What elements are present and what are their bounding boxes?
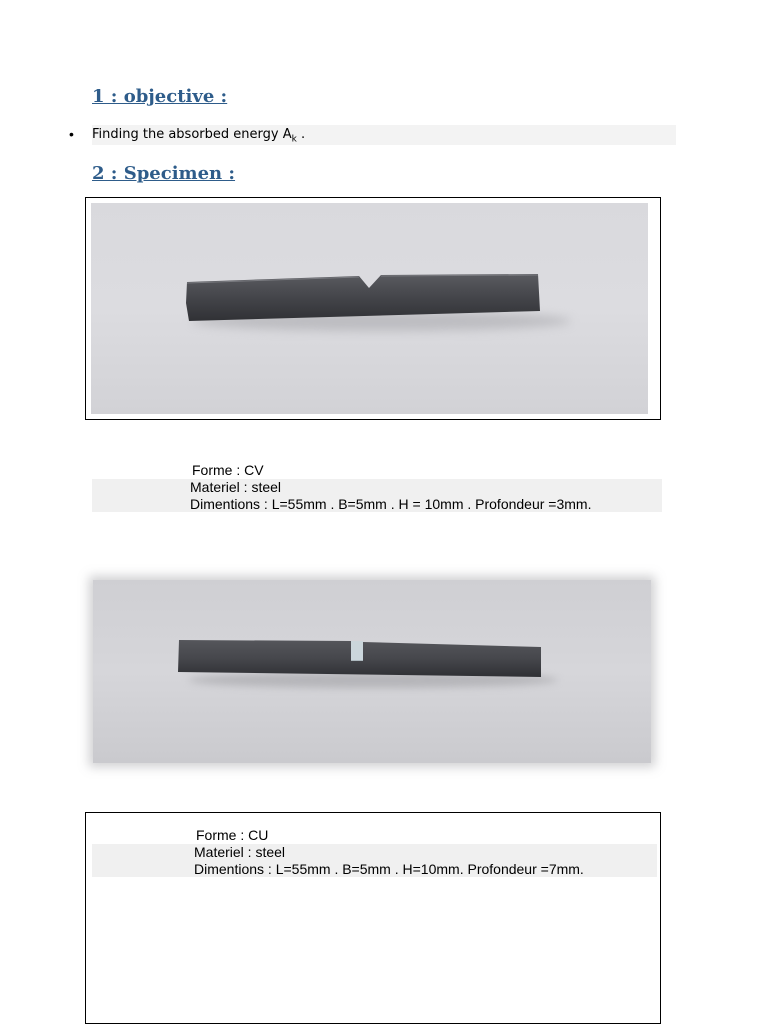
materiel-label: Materiel : steel <box>190 479 282 495</box>
specimen-cu-details <box>92 827 657 879</box>
cu-notch-bar-image <box>93 580 651 763</box>
objective-text <box>92 127 305 145</box>
materiel-label: Materiel : steel <box>194 844 286 860</box>
specimen-cv-photo <box>91 203 648 414</box>
objective-bullet <box>66 124 676 146</box>
objective-text-main: Finding the absorbed energy A <box>92 127 292 142</box>
dimensions-label: Dimentions : L=55mm . B=5mm . H=10mm. Profondeur =7mm. <box>194 861 584 877</box>
specimen-cu-photo <box>93 580 651 763</box>
bullet-dot-icon: • <box>69 126 74 142</box>
objective-subscript: k <box>291 134 297 145</box>
forme-label: Forme : CU <box>196 827 269 843</box>
section-specimen-heading: 2 : Specimen : <box>92 163 236 184</box>
objective-text-tail: . <box>296 127 306 142</box>
section-objective-heading: 1 : objective : <box>92 86 228 107</box>
forme-label: Forme : CV <box>192 462 264 478</box>
cu-notch <box>351 641 363 661</box>
cv-notch-bar-image <box>91 203 648 414</box>
specimen-cv-details <box>92 462 667 514</box>
dimensions-label: Dimentions : L=55mm . B=5mm . H = 10mm . Profondeur =3mm. <box>190 496 592 512</box>
